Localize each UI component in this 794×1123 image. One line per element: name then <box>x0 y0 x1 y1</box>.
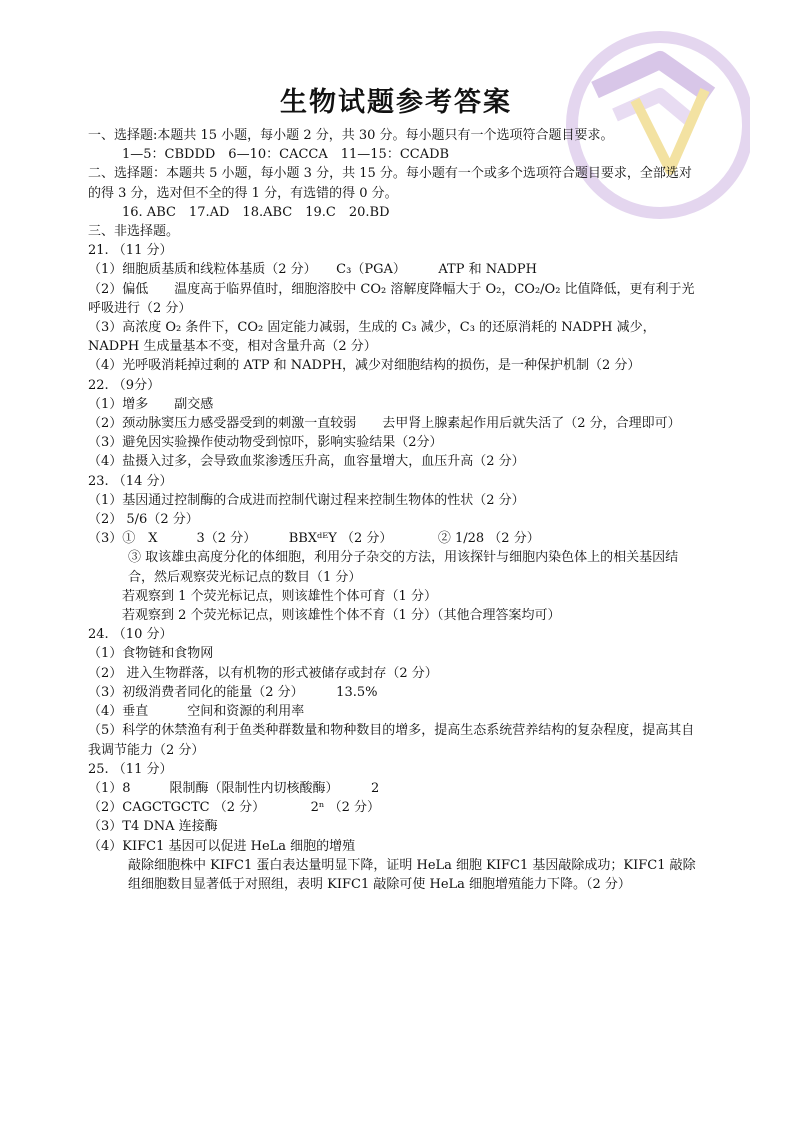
q23-2: （2） 5/6（2 分） <box>88 512 199 528</box>
q23-3: （3）① X 3（2 分） BBXᵈᴱY （2 分） ② 1/28 （2 分） <box>88 531 540 547</box>
q25-2: （2）CAGCTGCTC （2 分） 2ⁿ （2 分） <box>88 800 381 816</box>
q24-1: （1）食物链和食物网 <box>88 646 214 662</box>
q22-1: （1）增多 副交感 <box>88 396 214 412</box>
q25-header: 25. （11 分） <box>88 761 173 777</box>
q22-2: （2）颈动脉窦压力感受器受到的刺激一直较弱 去甲肾上腺素起作用后就失活了（2 分，合理即可） <box>88 416 681 432</box>
q21-header: 21. （11 分） <box>88 243 173 259</box>
q24-5: （5）科学的休禁渔有利于鱼类种群数量和物种数目的增多，提高生态系统营养结构的复杂程度，提高其自我调节能力（2 分） <box>88 723 695 758</box>
q24-3: （3）初级消费者同化的能量（2 分） 13.5% <box>88 684 378 700</box>
q21-1: （1）细胞质基质和线粒体基质（2 分） C₃（PGA） ATP 和 NADPH <box>88 262 537 278</box>
q22-header: 22. （9分） <box>88 377 161 393</box>
q23-3-method: ③ 取该雄虫高度分化的体细胞，利用分子杂交的方法，用该探针与细胞内染色体上的相关基因结合，然后观察荧光标记点的数目（1 分） <box>128 550 679 585</box>
q23-header: 23. （14 分） <box>88 473 173 489</box>
q25-4-explanation: 敲除细胞株中 KIFC1 蛋白表达量明显下降，证明 HeLa 细胞 KIFC1 基因敲除成功；KIFC1 敲除组细胞数目显著低于对照组，表明 KIFC1 敲除可使 HeLa 细胞增殖能力下降。（2 分） <box>128 857 696 892</box>
q25-1: （1）8 限制酶（限制性内切核酸酶） 2 <box>88 780 380 796</box>
q21-4: （4）光呼吸消耗掉过剩的 ATP 和 NADPH，减少对细胞结构的损伤，是一种保护机制（2 分） <box>88 358 641 374</box>
mc-answers-1: 1—5：CBDDD 6—10：CACCA 11—15：CCADB <box>122 147 450 163</box>
q23-3-result-a: 若观察到 1 个荧光标记点，则该雄性个体可育（1 分） <box>122 588 437 604</box>
section-2-header: 二、选择题：本题共 5 小题，每小题 3 分，共 15 分。每小题有一个或多个选项符合题目要求，全部选对的得 3 分，选对但不全的得 1 分，有选错的得 0 分。 <box>88 166 692 201</box>
q25-4: （4）KIFC1 基因可以促进 HeLa 细胞的增殖 <box>88 838 356 854</box>
q21-3: （3）高浓度 O₂ 条件下，CO₂ 固定能力减弱，生成的 C₃ 减少，C₃ 的还原消耗的 NADPH 减少，NADPH 生成量基本不变，相对含量升高（2 分） <box>88 320 656 355</box>
q25-3: （3）T4 DNA 连接酶 <box>88 819 218 835</box>
page-title: 生物试题参考答案 <box>280 87 512 118</box>
section-1-header: 一、选择题:本题共 15 小题，每小题 2 分，共 30 分。每小题只有一个选项符合题目要求。 <box>88 128 614 143</box>
q22-4: （4）盐摄入过多，会导致血浆渗透压升高，血容量增大，血压升高（2 分） <box>88 454 525 470</box>
q23-1: （1）基因通过控制酶的合成进而控制代谢过程来控制生物体的性状（2 分） <box>88 492 525 508</box>
answer-document <box>88 84 704 894</box>
q24-2: （2） 进入生物群落，以有机物的形式被储存或封存（2 分） <box>88 665 438 681</box>
q22-3: （3）避免因实验操作使动物受到惊吓，影响实验结果（2分） <box>88 435 443 451</box>
q23-3-result-b: 若观察到 2 个荧光标记点，则该雄性个体不育（1 分）（其他合理答案均可） <box>122 608 561 624</box>
section-3-header: 三、非选择题。 <box>88 224 180 240</box>
q24-header: 24. （10 分） <box>88 627 173 643</box>
mc-answers-2: 16. ABC 17.AD 18.ABC 19.C 20.BD <box>122 204 390 220</box>
q24-4: （4）垂直 空间和资源的利用率 <box>88 704 305 720</box>
q21-2: （2）偏低 温度高于临界值时，细胞溶胶中 CO₂ 溶解度降幅大于 O₂，CO₂/O₂ 比值降低，更有利于光呼吸进行（2 分） <box>88 281 695 316</box>
